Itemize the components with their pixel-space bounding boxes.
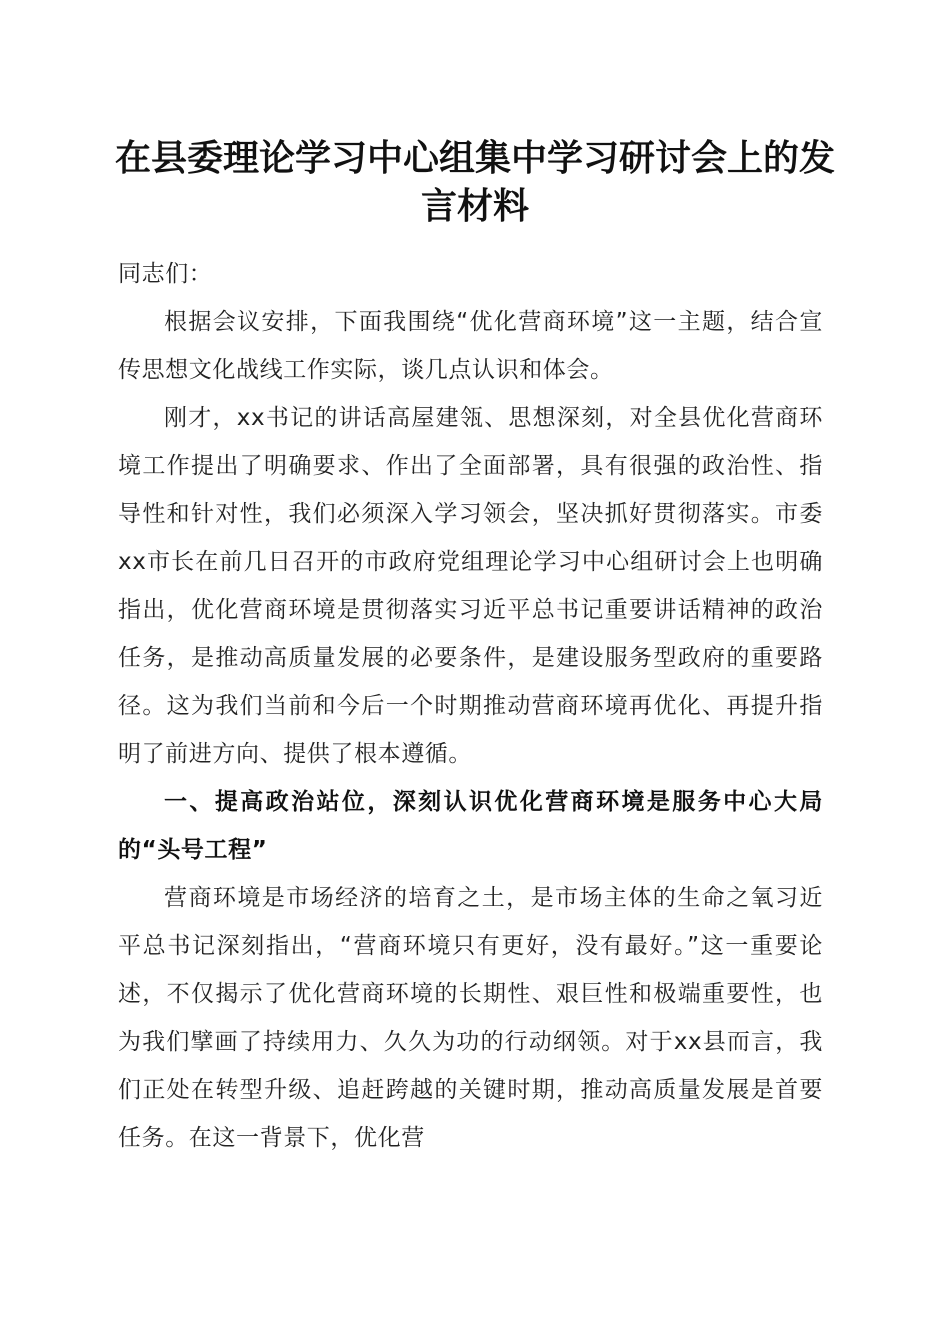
section-heading: 一、提高政治站位，深刻认识优化营商环境是服务中心大局的“头号工程” — [118, 789, 823, 863]
paragraph-remarks: 刚才，xx书记的讲话高屋建瓴、思想深刻，对全县优化营商环境工作提出了明确要求、作出了全面部署，具有很强的政治性、指导性和针对性，我们必须深入学习领会，坚决抓好贯彻落实。市委xx市长在前几日召开的市政府党组理论学习中心组研讨会上也明确指出，优化营商环境是贯彻落实习近平总书记重要讲话精神的政治任务，是推动高质量发展的必要条件，是建设服务型政府的重要路径。这为我们当前和今后一个时期推动营商环境再优化、再提升指明了前进方向、提供了根本遵循。 — [118, 405, 823, 767]
greeting: 同志们： — [118, 261, 213, 287]
paragraph-intro: 根据会议安排，下面我围绕“优化营商环境”这一主题，结合宣传思想文化战线工作实际，谈几点认识和体会。 — [118, 309, 823, 383]
document-title: 在县委理论学习中心组集中学习研讨会上的发言材料 — [114, 137, 835, 227]
section-paragraph: 营商环境是市场经济的培育之土，是市场主体的生命之氧习近平总书记深刻指出，“营商环境只有更好，没有最好。”这一重要论述，不仅揭示了优化营商环境的长期性、艰巨性和极端重要性，也为我们擘画了持续用力、久久为功的行动纲领。对于xx县而言，我们正处在转型升级、追赶跨越的关键时期，推动高质量发展是首要任务。在这一背景下，优化营 — [118, 885, 823, 1151]
document-body — [118, 250, 823, 1162]
